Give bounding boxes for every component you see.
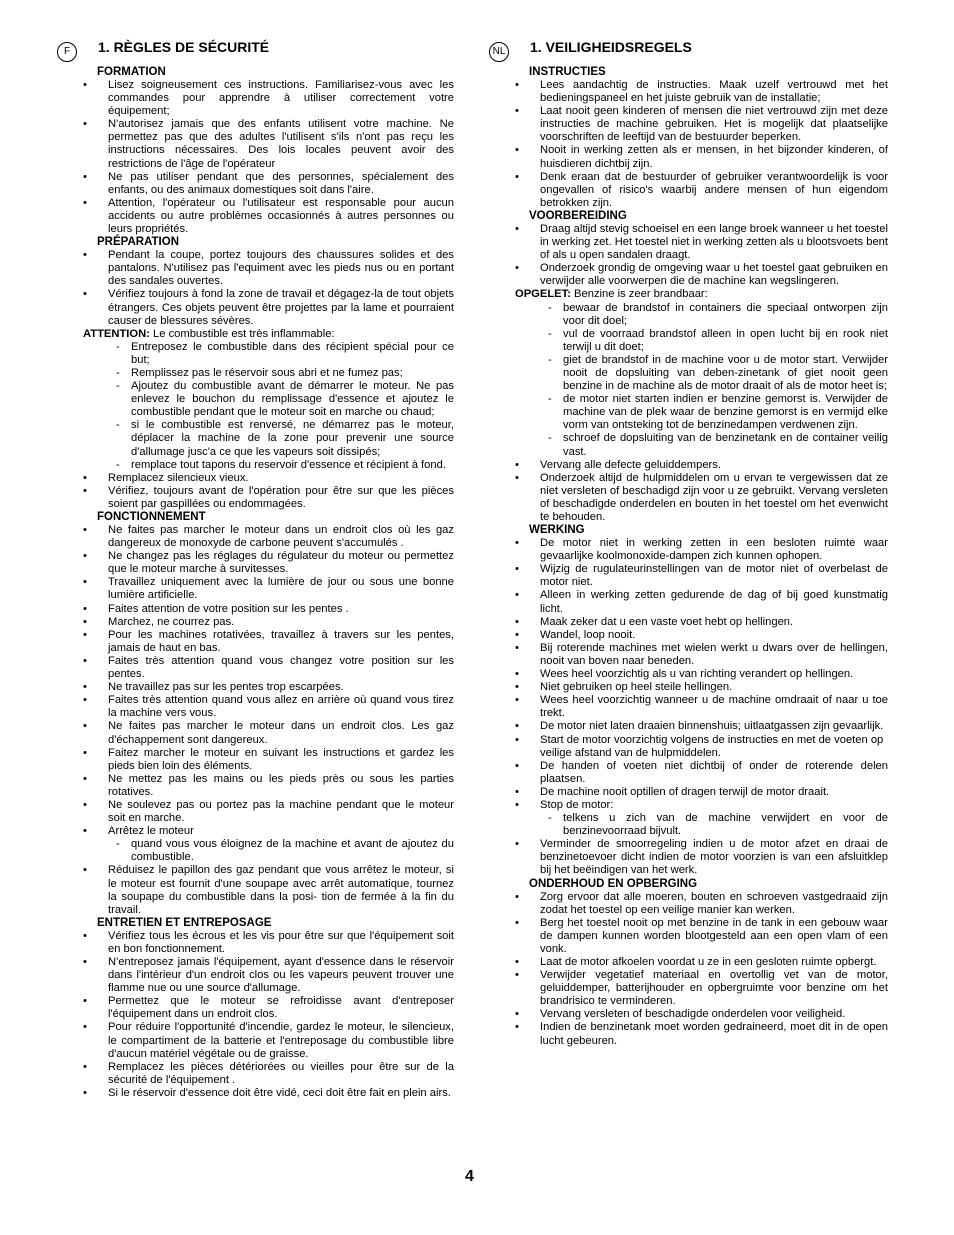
bullet-item: • Nooit in werking zetten als er mensen, in het bijzonder kinderen, of huisdieren dichtbij zijn. <box>490 144 888 170</box>
bullet-item: • Vérifiez tous les écrous et les vis pour être sur que l'équipement soit en bon fonctionnement. <box>58 930 454 956</box>
dash-item: - Ajoutez du combustible avant de démarrer le moteur. Ne pas enlevez le bouchon du remplissage d'essence et ajoutez le combustible pendant que le moteur soit en marche ou chaud; <box>58 380 454 419</box>
bullet-item: • Faites très attention quand vous allez en arrière où quand vous tirez la machine vers vous. <box>58 694 454 720</box>
warning-paragraph <box>58 328 454 341</box>
bullet-item: • Attention, l'opérateur ou l'utilisateur est responsable pour aucun accidents ou autre problèmes occasionnés à autres personnes ou leurs propriétés. <box>58 197 454 236</box>
dash-item: - de motor niet starten indien er benzine gemorst is. Verwijder de machine van de plek waar de benzine gemorst is en vermijd elke vorm van ontsteking tot de benzinedampen verdwenen zijn. <box>490 393 888 432</box>
bullet-item: • Wandel, loop nooit. <box>490 629 888 642</box>
bullet-item: • N'autorisez jamais que des enfants utilisent votre machine. Ne permettez pas que des adultes l'utilisent s'ils n'ont pas reçu les instructions nécessaires. Des lois locales peuvent avoir des restrictions de l'âge de l'opérateur <box>58 118 454 170</box>
bullet-item: • Onderzoek grondig de omgeving waar u het toestel gaat gebruiken en verwijder alle voorwerpen die de machine kan wegslingeren. <box>490 262 888 288</box>
column-dutch <box>490 38 888 1048</box>
bullet-item: • N'entreposez jamais l'équipement, ayant d'essence dans le réservoir dans l'intérieur d'un endroit clos ou les vapeurs peuvent trouver une flamme nue ou une source d'allumage. <box>58 956 454 995</box>
page-number: 4 <box>465 1168 474 1185</box>
bullet-item: • Ne faites pas marcher le moteur dans un endroit clos où les gaz dangereux de monoxyde de carbone peuvent s'accumulés . <box>58 524 454 550</box>
bullet-item: • Wees heel voorzichtig wanneer u de machine omdraait of naar u toe trekt. <box>490 694 888 720</box>
dash-item: - vul de voorraad brandstof alleen in open lucht bij en rook niet terwijl u dit doet; <box>490 328 888 354</box>
bullet-item: • Stop de motor: <box>490 799 888 812</box>
bullet-item: • Ne faites pas marcher le moteur dans un endroit clos. Les gaz d'échappement sont dangereux. <box>58 720 454 746</box>
dash-item: - remplace tout tapons du reservoir d'essence et récipient à fond. <box>58 459 454 472</box>
bullet-item: • Remplacez silencieux vieux. <box>58 472 454 485</box>
column-french <box>58 38 454 1100</box>
bullet-item: • Faites attention de votre position sur les pentes . <box>58 603 454 616</box>
bullet-item: • Faitez marcher le moteur en suivant les instructions et gardez les pieds bien loin des éléments. <box>58 747 454 773</box>
bullet-item: • Ne pas utiliser pendant que des personnes, spécialement des enfants, ou des animaux domestiques soit dans l'aire. <box>58 171 454 197</box>
subsection-heading: FONCTIONNEMENT <box>97 511 206 523</box>
bullet-item: • Travaillez uniquement avec la lumière de jour ou sous une bonne lumière artificielle. <box>58 576 454 602</box>
dash-item: - Remplissez pas le réservoir sous abri et ne fumez pas; <box>58 367 454 380</box>
bullet-item: • Remplacez les pièces détériorées ou vieilles pour être sur de la sécurité de l'équipement . <box>58 1061 454 1087</box>
bullet-item: • Verminder de smoorregeling indien u de motor afzet en draai de benzinetoevoer dicht indien de motor voorzien is van een afsluitklep bij het beëindigen van het werk. <box>490 838 888 877</box>
bullet-item: • Ne soulevez pas ou portez pas la machine pendant que le moteur soit en marche. <box>58 799 454 825</box>
bullet-item: • Permettez que le moteur se refroidisse avant d'entreposer l'équipement dans un endroit clos. <box>58 995 454 1021</box>
bullet-item: • Indien de benzinetank moet worden gedraineerd, moet dit in de open lucht gebeuren. <box>490 1021 888 1047</box>
bullet-item: • De motor niet laten draaien binnenshuis; uitlaatgassen zijn gevaarlijk. <box>490 720 888 733</box>
bullet-item: • Pour réduire l'opportunité d'incendie, gardez le moteur, le silencieux, le compartiment de la batterie et l'entreposage du combustible libre d'aucun matériel végétale ou de graisse. <box>58 1021 454 1060</box>
warning-text: Benzine is zeer brandbaar: <box>570 288 708 301</box>
bullet-item: • Vérifiez toujours à fond la zone de travail et dégagez-la de tout objets étrangers. Ces objets peuvent être projettes par la lame et pourraient causer de blessures sévères. <box>58 288 454 327</box>
bullet-item: • Réduisez le papillon des gaz pendant que vous arrêtez le moteur, si le moteur est fournit d'une soupape avec arrêt automatique, tournez la soupape du combustible dans la posi- tion de fermée à la fin du travail. <box>58 864 454 916</box>
bullet-item: • Berg het toestel nooit op met benzine in de tank in een gebouw waar de dampen kunnen worden blootgesteld aan een open vlam of een vonk. <box>490 917 888 956</box>
continued-text: veilige afstand van de hulpmiddelen. <box>540 746 721 759</box>
bullet-item: • Maak zeker dat u een vaste voet hebt op hellingen. <box>490 616 888 629</box>
dash-item: - bewaar de brandstof in containers die speciaal ontworpen zijn voor dit doel; <box>490 302 888 328</box>
bullet-item: • Verwijder vegetatief materiaal en overtollig vet van de motor, geluiddemper, batterijhouder en opbergruimte voor benzine om het brandrisico te verminderen. <box>490 969 888 1008</box>
bullet-item: • Ne mettez pas les mains ou les pieds près ou sous les parties rotatives. <box>58 773 454 799</box>
bullet-item: • Onderzoek altijd de hulpmiddelen om u ervan te vergewissen dat ze niet versleten of beschadigd zijn voor u ze gebruikt. Vervang versleten of beschadigde onderdelen en bouten in het toestel om het evenwicht te behouden. <box>490 472 888 524</box>
subsection-heading: FORMATION <box>97 66 166 78</box>
bullet-item: • Laat nooit geen kinderen of mensen die niet vertrouwd zijn met deze instructies de machine gebruiken. Het is mogelijk dat plaatselijke voorschriften de leeftijd van de bestuurder beperken. <box>490 105 888 144</box>
section-title: 1. VEILIGHEIDSREGELS <box>530 39 692 55</box>
bullet-item: • Faites très attention quand vous changez votre position sur les pentes. <box>58 655 454 681</box>
bullet-item: • Lees aandachtig de instructies. Maak uzelf vertrouwd met het bedieningspaneel en het juiste gebruik van de installatie; <box>490 79 888 105</box>
subsection-heading: ONDERHOUD EN OPBERGING <box>529 877 698 890</box>
language-badge: NL <box>489 42 509 62</box>
bullet-item: • Pendant la coupe, portez toujours des chaussures solides et des pantalons. N'utilisez pas l'equiment avec les pieds nus ou en portant des sandales ouvertes. <box>58 249 454 288</box>
subsection-heading: INSTRUCTIES <box>529 66 606 78</box>
subsection-heading: ENTRETIEN ET ENTREPOSAGE <box>97 916 272 929</box>
bullet-item: • Niet gebruiken op heel steile hellingen. <box>490 681 888 694</box>
bullet-item: • De motor niet in werking zetten in een besloten ruimte waar gevaarlijke koolmonoxide-dampen zich kunnen ophopen. <box>490 537 888 563</box>
bullet-item: • Alleen in werking zetten gedurende de dag of bij goed kunstmatig licht. <box>490 589 888 615</box>
bullet-item: • Wijzig de rugulateurinstellingen van de motor niet of overbelast de motor niet. <box>490 563 888 589</box>
bullet-item: • Marchez, ne courrez pas. <box>58 616 454 629</box>
bullet-item: • Start de motor voorzichtig volgens de instructies en met de voeten op <box>490 734 888 747</box>
warning-text: Le combustible est très inflammable: <box>149 327 335 340</box>
bullet-item: • Bij roterende machines met wielen werkt u dwars over de hellingen, nooit van boven naar beneden. <box>490 642 888 668</box>
bullet-item: • Zorg ervoor dat alle moeren, bouten en schroeven vastgedraaid zijn zodat het toestel op een veilige manier kan werken. <box>490 891 888 917</box>
bullet-item: • Lisez soigneusement ces instructions. Familiarisez-vous avec les commandes pour apprendre à utiliser correctement votre équipement; <box>58 79 454 118</box>
warning-label: OPGELET: <box>515 288 571 301</box>
dash-item: - quand vous vous éloignez de la machine et avant de ajoutez du combustible. <box>58 838 454 864</box>
bullet-item: • Denk eraan dat de bestuurder of gebruiker verantwoordelijk is voor ongevallen of risico's waarbij andere mensen of hun eigendom betrokken zijn. <box>490 171 888 210</box>
warning-label: ATTENTION: <box>83 327 150 340</box>
bullet-item: • De machine nooit optillen of dragen terwijl de motor draait. <box>490 786 888 799</box>
bullet-item: • Wees heel voorzichtig als u van richting verandert op hellingen. <box>490 668 888 681</box>
bullet-item: • Pour les machines rotativées, travaillez à travers sur les pentes, jamais de haut en bas. <box>58 629 454 655</box>
language-badge: F <box>57 42 77 62</box>
bullet-item: • Vérifiez, toujours avant de l'opération pour être sur que les pièces soient par gaspillées ou endommagées. <box>58 485 454 511</box>
warning-paragraph <box>490 288 888 301</box>
subsection-heading: VOORBEREIDING <box>529 209 627 222</box>
dash-item: - si le combustible est renversé, ne démarrez pas le moteur, déplacer la machine de la zone pour prevenir une source d'allumage jusc'a ce que les vapeurs soit dissipés; <box>58 419 454 458</box>
bullet-item: • De handen of voeten niet dichtbij of onder de roterende delen plaatsen. <box>490 760 888 786</box>
bullet-item: • Ne changez pas les réglages du régulateur du moteur ou permettez que le moteur marche à survitesses. <box>58 550 454 576</box>
dash-item: - giet de brandstof in de machine voor u de motor start. Verwijder nooit de dopsluiting van deben-zinetank of giet nooit geen benzine in de machine als de motor draait of als de motor heet is; <box>490 354 888 393</box>
subsection-heading: PRÉPARATION <box>97 236 179 249</box>
content-blocks <box>490 66 888 1048</box>
bullet-item: • Si le réservoir d'essence doit être vidé, ceci doit être fait en plein airs. <box>58 1087 454 1100</box>
subsection-heading: WERKING <box>529 524 585 537</box>
bullet-item: • Draag altijd stevig schoeisel en een lange broek wanneer u het toestel in werking zet. Het toestel niet in werking zetten als u blootsvoets bent of als u open sandalen draagt. <box>490 223 888 262</box>
bullet-item: • Arrêtez le moteur <box>58 825 454 838</box>
dash-item: - telkens u zich van de machine verwijdert en voor de benzinevoorraad bijvult. <box>490 812 888 838</box>
dash-item: - Entreposez le combustible dans des récipient spécial pour ce but; <box>58 341 454 367</box>
bullet-item: • Laat de motor afkoelen voordat u ze in een gesloten ruimte opbergt. <box>490 956 888 969</box>
content-blocks <box>58 66 454 1100</box>
dash-item: - schroef de dopsluiting van de benzinetank en de container veilig vast. <box>490 432 888 458</box>
bullet-item: • Ne travaillez pas sur les pentes trop escarpées. <box>58 681 454 694</box>
section-title: 1. RÈGLES DE SÉCURITÉ <box>98 39 270 55</box>
bullet-item: • Vervang versleten of beschadigde onderdelen voor veiligheid. <box>490 1008 888 1021</box>
bullet-item: • Vervang alle defecte geluiddempers. <box>490 459 888 472</box>
